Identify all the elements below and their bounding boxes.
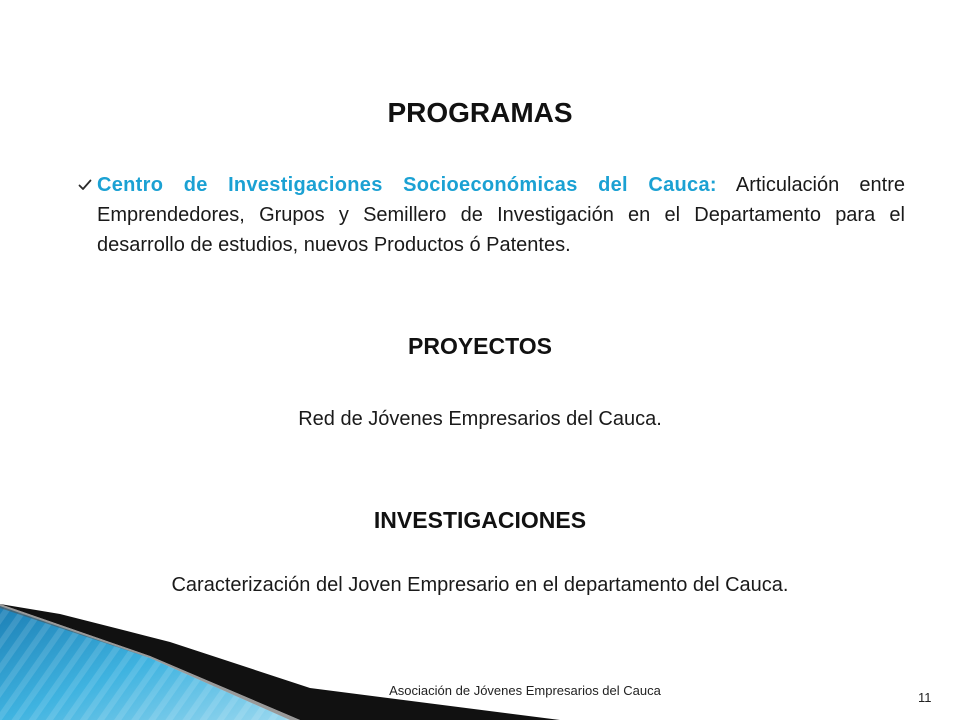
- investigaciones-title: INVESTIGACIONES: [373, 507, 587, 533]
- footer-organization: Asociación de Jóvenes Empresarios del Cauca: [389, 683, 661, 698]
- programas-bullet-lead: Centro de Investigaciones Socioeconómicas del Cauca:: [97, 174, 717, 196]
- programas-title: PROGRAMAS: [387, 97, 573, 128]
- proyectos-title: PROYECTOS: [408, 333, 552, 359]
- decorative-swoosh: [0, 590, 560, 720]
- checkmark-icon: [78, 178, 92, 192]
- page-number: 11: [918, 690, 932, 705]
- proyectos-text: Red de Jóvenes Empresarios del Cauca.: [298, 408, 662, 430]
- programas-bullet-text: Articulación entre Emprendedores, Grupos y Semillero de Investigación en el Departamento para el desarrollo de estudios, nuevos Productos ó Patentes.: [97, 174, 905, 256]
- programas-bullet: [97, 170, 905, 260]
- investigaciones-text: Caracterización del Joven Empresario en el departamento del Cauca.: [171, 574, 789, 596]
